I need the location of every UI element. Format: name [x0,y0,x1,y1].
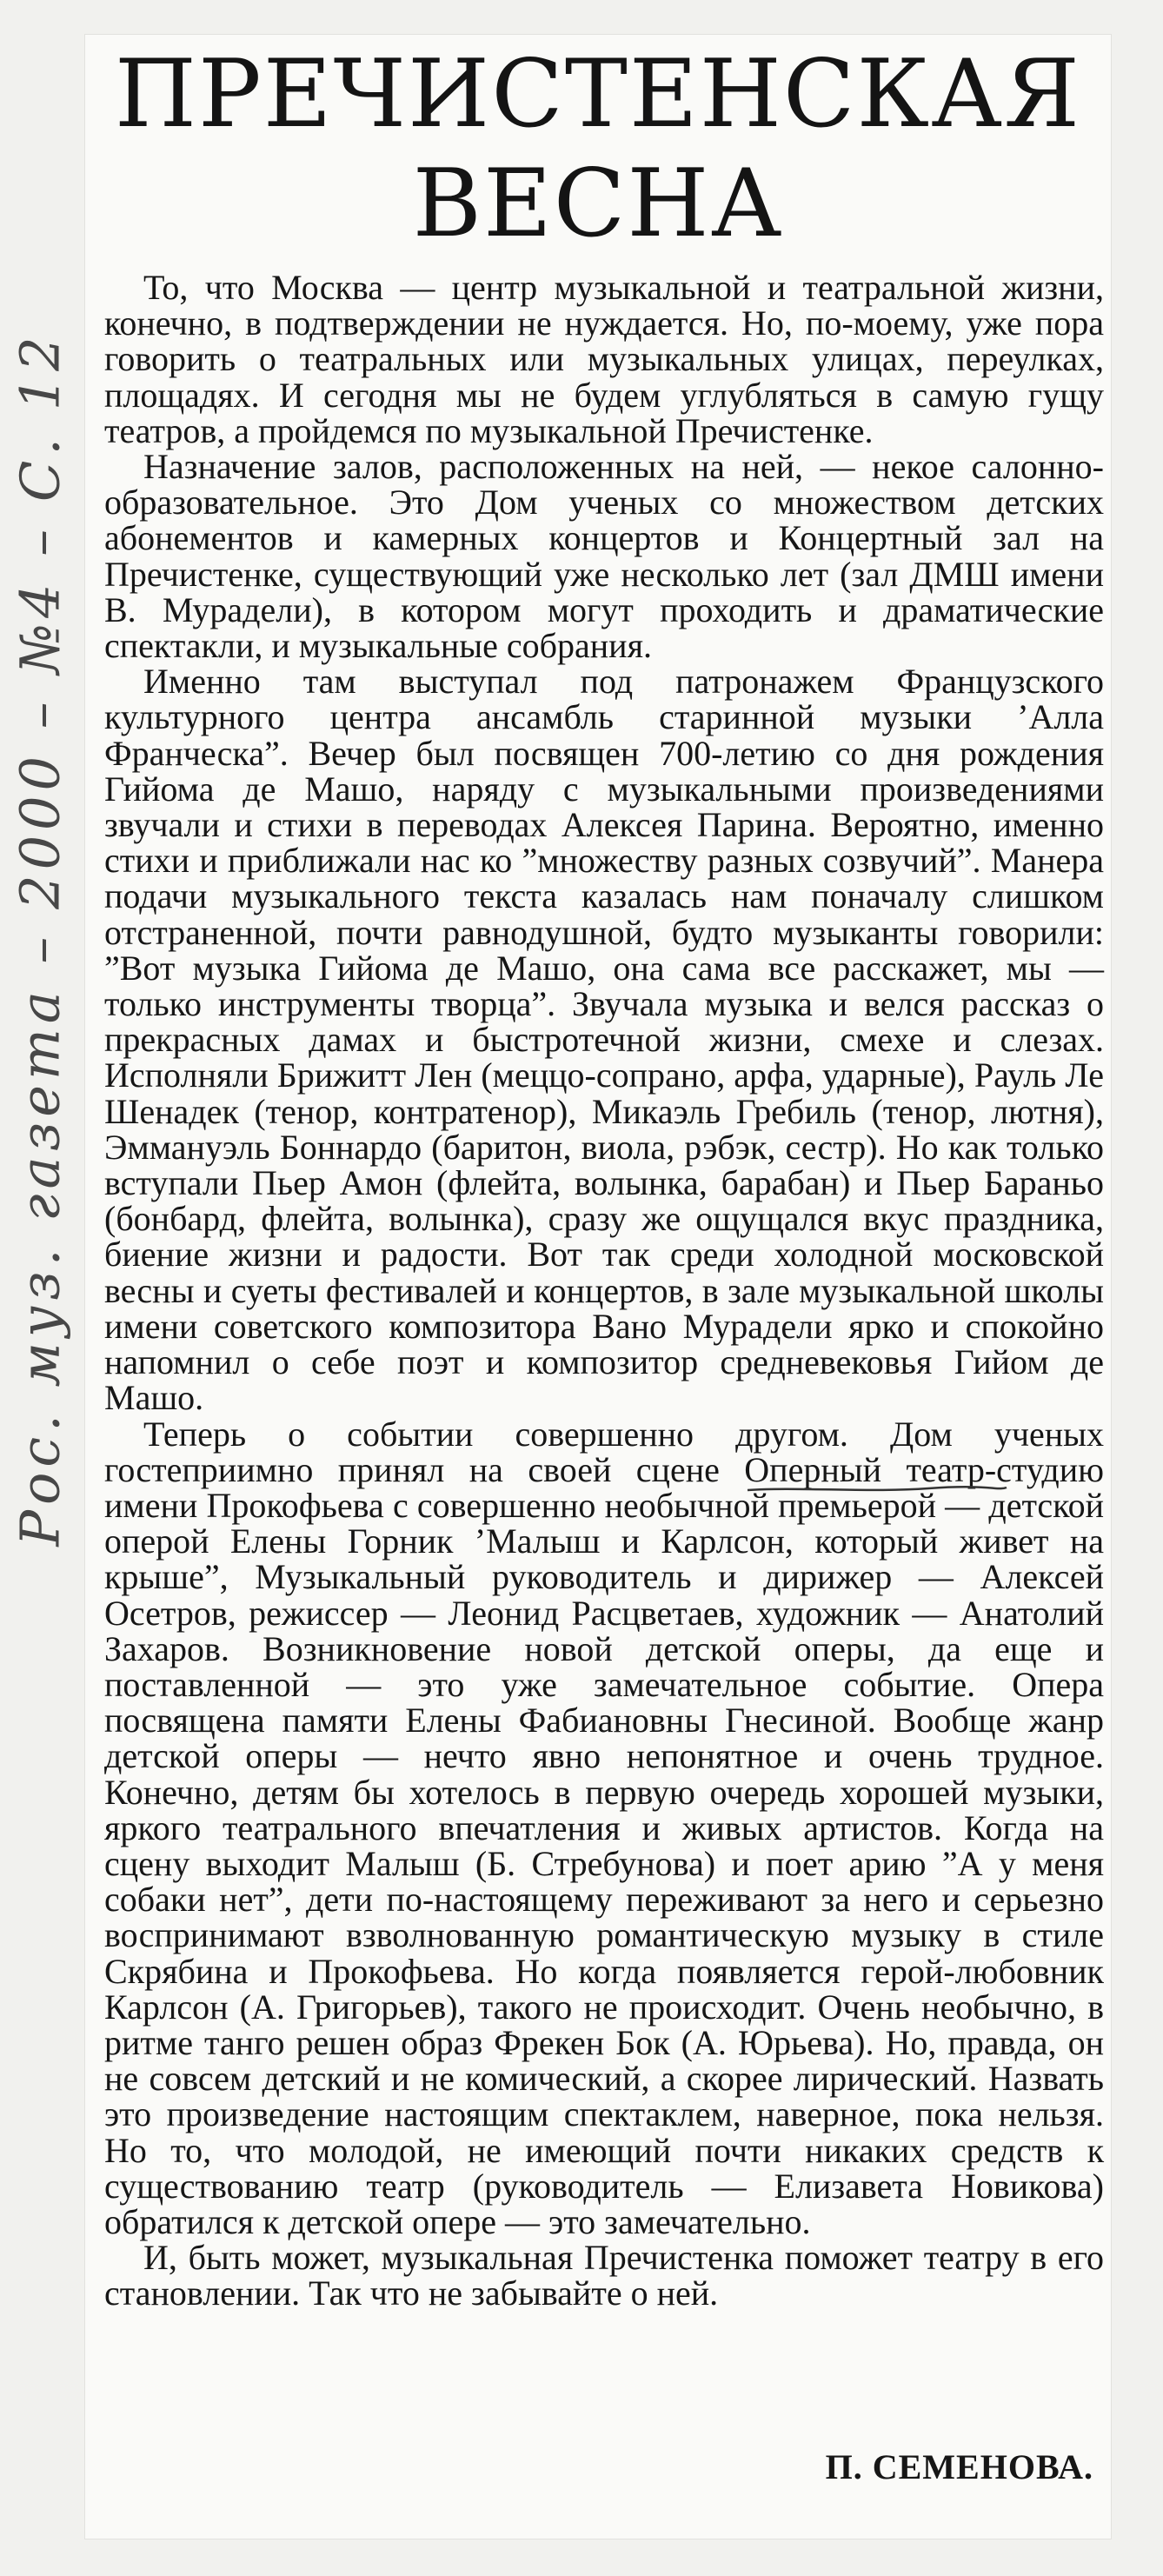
article-paragraph-2: Назначение залов, расположенных на ней, — некое салонно-образовательное. Это Дом ученых со множеством детских абонементов и камерных концертов и Концертный зал на Пречистенке, существующий уже несколько лет (зал ДМШ имени В. Мурадели), в котором могут проходить и драматические спектакли, и музыкальные собрания. [104,447,1104,666]
article-body [104,270,1104,2312]
handwritten-margin-note: Рос. муз. газета – 2000 – №4 – С. 12 [8,331,72,1547]
article-title [85,40,1111,259]
article-title-line-1: ПРЕЧИСТЕНСКАЯ [114,40,1082,149]
article-paragraph-3: Именно там выступал под патронажем Французского культурного центра ансамбль старинной музыки ’Алла Франческа”. Вечер был посвящен 700-летию со дня рождения Гийома де Машо, наряду с музыкальными произведениями звучали и стихи в переводах Алексея Парина. Вероятно, именно стихи и приближали нас ко ”множеству разных созвучий”. Манера подачи музыкального текста казалась нам поначалу слишком отстраненной, почти равнодушной, будто музыканты говорили: ”Вот музыка Гийома де Машо, она сама все расскажет, мы — только инструменты творца”. Звучала музыка и велся рассказ о прекрасных дамах и быстротечной жизни, смехе и слезах. Исполняли Брижитт Лен (меццо-сопрано, арфа, ударные), Рауль Ле Шенадек (тенор, контратенор), Микаэль Гребиль (тенор, лютня), Эммануэль Боннардо (баритон, виола, рэбэк, сестр). Но как только вступали Пьер Амон (флейта, волынка, барабан) и Пьер Бараньо (бонбард, флейта, волынка), сразу же ощущался вкус праздника, биение жизни и радости. Вот так среди холодной московской весны и суеты фестивалей и концертов, в зале музыкальной школы имени советского композитора Вано Мурадели ярко и спокойно напомнил о себе поэт и композитор средневековья Гийом де Машо. [104,662,1104,1418]
handwritten-underline [746,1483,1008,1495]
author-signature: П. СЕМЕНОВА. [825,2447,1093,2486]
article-title-line-2: ВЕСНА [412,150,784,258]
article-paragraph-1: То, что Москва — центр музыкальной и театральной жизни, конечно, в подтверждении не нуждается. Но, по-моему, уже пора говорить о театральных или музыкальных улицах, переулках, площадях. И сегодня мы не будем углубляться в самую гущу театров, а пройдемся по музыкальной Пречистенке. [104,268,1104,450]
article-paragraph-5: И, быть может, музыкальная Пречистенка поможет театру в его становлении. Так что не забывайте о ней. [104,2238,1104,2313]
article-paragraph-4: Теперь о событии совершенно другом. Дом ученых гостеприимно принял на своей сцене Оперный театр-студию имени Прокофьева с совершенно необычной премьерой — детской оперой Елены Горник ’Малыш и Карлсон, который живет на крыше”, Музыкальный руководитель и дирижер — Алексей Осетров, режиссер — Леонид Расцветаев, художник — Анатолий Захаров. Возникновение новой детской оперы, да еще и поставленной — это уже замечательное событие. Опера посвящена памяти Елены Фабиановны Гнесиной. Вообще жанр детской оперы — нечто явно непонятное и очень трудное. Конечно, детям бы хотелось в первую очередь хорошей музыки, яркого театрального впечатления и живых артистов. Когда на сцену выходит Малыш (Б. Стребунова) и поет арию ”А у меня собаки нет”, дети по-настоящему переживают за него и серьезно воспринимают взволнованную романтическую музыку в стиле Скрябина и Прокофьева. Но когда появляется герой-любовник Карлсон (А. Григорьев), такого не происходит. Очень необычно, в ритме танго решен образ Фрекен Бок (А. Юрьева). Но, правда, он не совсем детский и не комический, а скорее лирический. Назвать это произведение настоящим спектаклем, наверное, пока нельзя. Но то, что молодой, не имеющий почти никаких средств к существованию театр (руководитель — Елизавета Новикова) обратился к детской опере — это замечательно. [104,1414,1104,2241]
